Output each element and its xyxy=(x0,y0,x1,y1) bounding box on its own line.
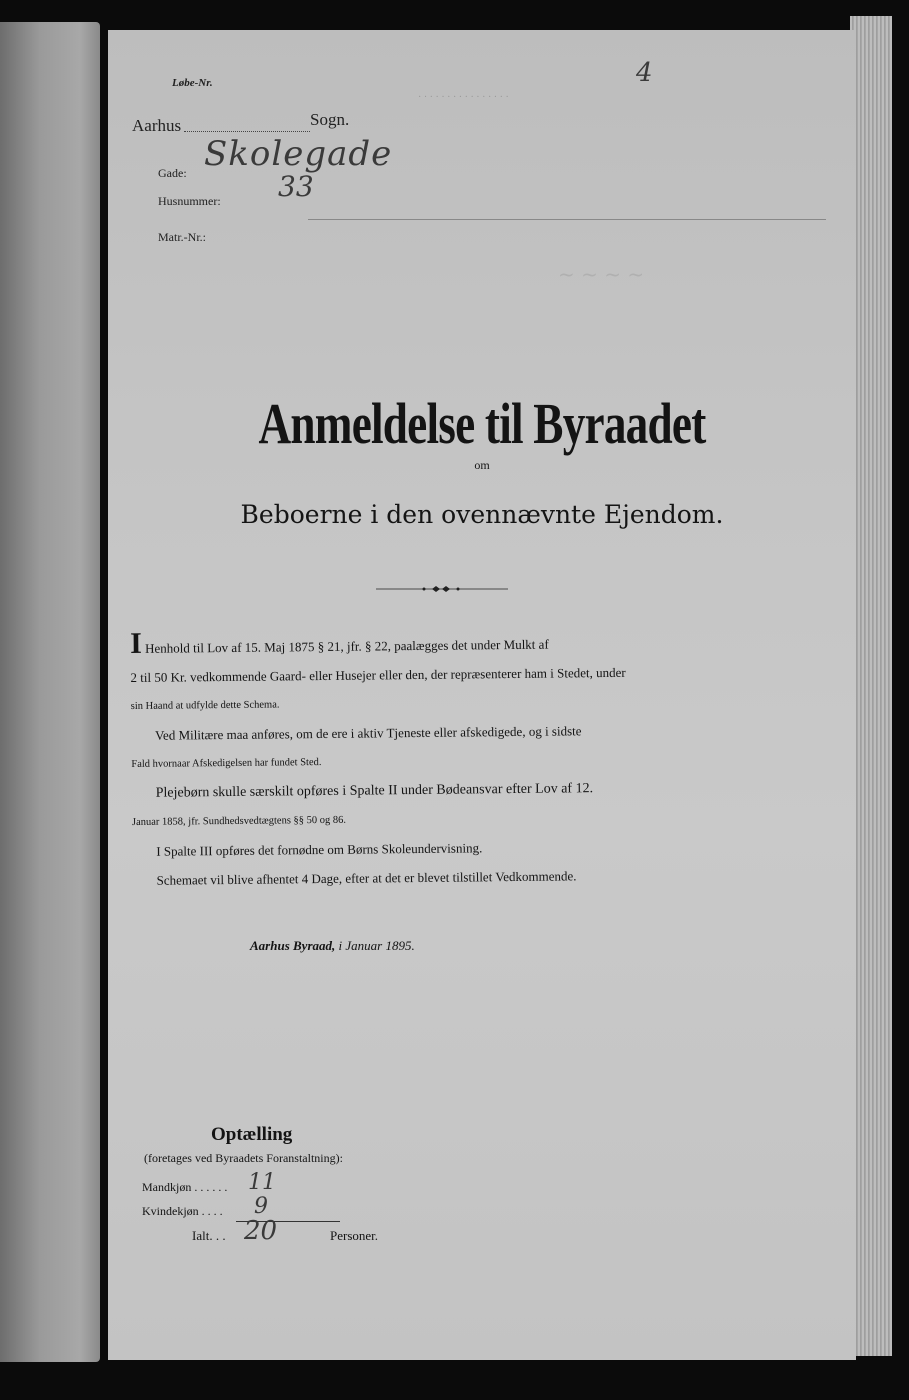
signature-line xyxy=(250,938,415,954)
form-page xyxy=(108,30,856,1360)
census-total-value: 20 xyxy=(244,1216,278,1246)
page-title: Anmeldelse til Byraadet xyxy=(258,391,706,456)
husnummer-value: 33 xyxy=(278,170,314,203)
paragraph-5: Schemaet vil blive afhentet 4 Dage, efter at det er blevet tilstillet Vedkommende. xyxy=(156,868,577,888)
corner-page-mark: 4 xyxy=(636,58,653,88)
title-connector: om xyxy=(474,458,490,472)
census-female-label: Kvindekjøn . . . . xyxy=(142,1204,223,1218)
page-stack-edge xyxy=(850,16,892,1356)
matr-nr-label: Matr.-Nr.: xyxy=(158,230,206,244)
census-subtitle: (foretages ved Byraadets Foranstaltning): xyxy=(144,1151,343,1165)
left-facing-page xyxy=(0,22,100,1362)
paragraph-4: I Spalte III opføres det fornødne om Børns Skoleundervisning. xyxy=(156,840,483,859)
census-total-label: Ialt. . . xyxy=(192,1228,226,1243)
page-subtitle: Beboerne i den ovennævnte Ejendom. xyxy=(240,500,724,529)
census-male-value: 11 xyxy=(248,1170,276,1195)
sogn-label: Sogn. xyxy=(310,110,350,129)
sogn-field-line xyxy=(184,131,310,132)
census-male-label: Mandkjøn . . . . . . xyxy=(142,1180,228,1194)
paragraph-3-line-2: Januar 1858, jfr. Sundhedsvedtægtens §§ 50 og 86. xyxy=(131,814,347,828)
census-total-unit: Personer. xyxy=(330,1228,379,1243)
paragraph-1-line-2: 2 til 50 Kr. vedkommende Gaard- eller Husejer eller den, der repræsenterer ham i Stedet, under xyxy=(130,664,626,685)
ornament-divider xyxy=(376,586,508,592)
loebe-nr-label: Løbe-Nr. xyxy=(172,77,213,89)
gade-value: Skolegade xyxy=(204,134,393,174)
bleed-through-text: · · · · · · · · · · · · · · · · xyxy=(418,92,509,103)
aarhus-label: Aarhus xyxy=(132,116,182,135)
paragraph-2-line-2: Fald hvornaar Afskedigelsen har fundet Sted. xyxy=(131,757,322,770)
paragraph-2-line-1: Ved Militære maa anføres, om de ere i aktiv Tjeneste eller afskedigede, og i sidste xyxy=(154,723,582,743)
census-female-value: 9 xyxy=(254,1194,268,1219)
dropcap: I xyxy=(129,626,142,660)
census-title: Optælling xyxy=(211,1124,293,1145)
gade-label: Gade: xyxy=(158,166,187,180)
paragraph-1-line-3: sin Haand at udfylde dette Schema. xyxy=(130,699,280,712)
header-separator xyxy=(308,219,826,220)
signature-date: i Januar 1895. xyxy=(338,938,415,953)
paragraph-3-line-1: Plejebørn skulle særskilt opføres i Spalte II under Bødeansvar efter Lov af 12. xyxy=(155,781,594,801)
bleed-through-handwriting: ~ ~ ~ ~ xyxy=(558,262,645,286)
signature-org: Aarhus Byraad, xyxy=(250,938,336,953)
husnummer-label: Husnummer: xyxy=(158,194,221,208)
paragraph-1-text: Henhold til Lov af 15. Maj 1875 § 21, jfr. § 22, paalægges det under Mulkt af xyxy=(145,636,549,656)
instructions-block xyxy=(130,627,783,895)
